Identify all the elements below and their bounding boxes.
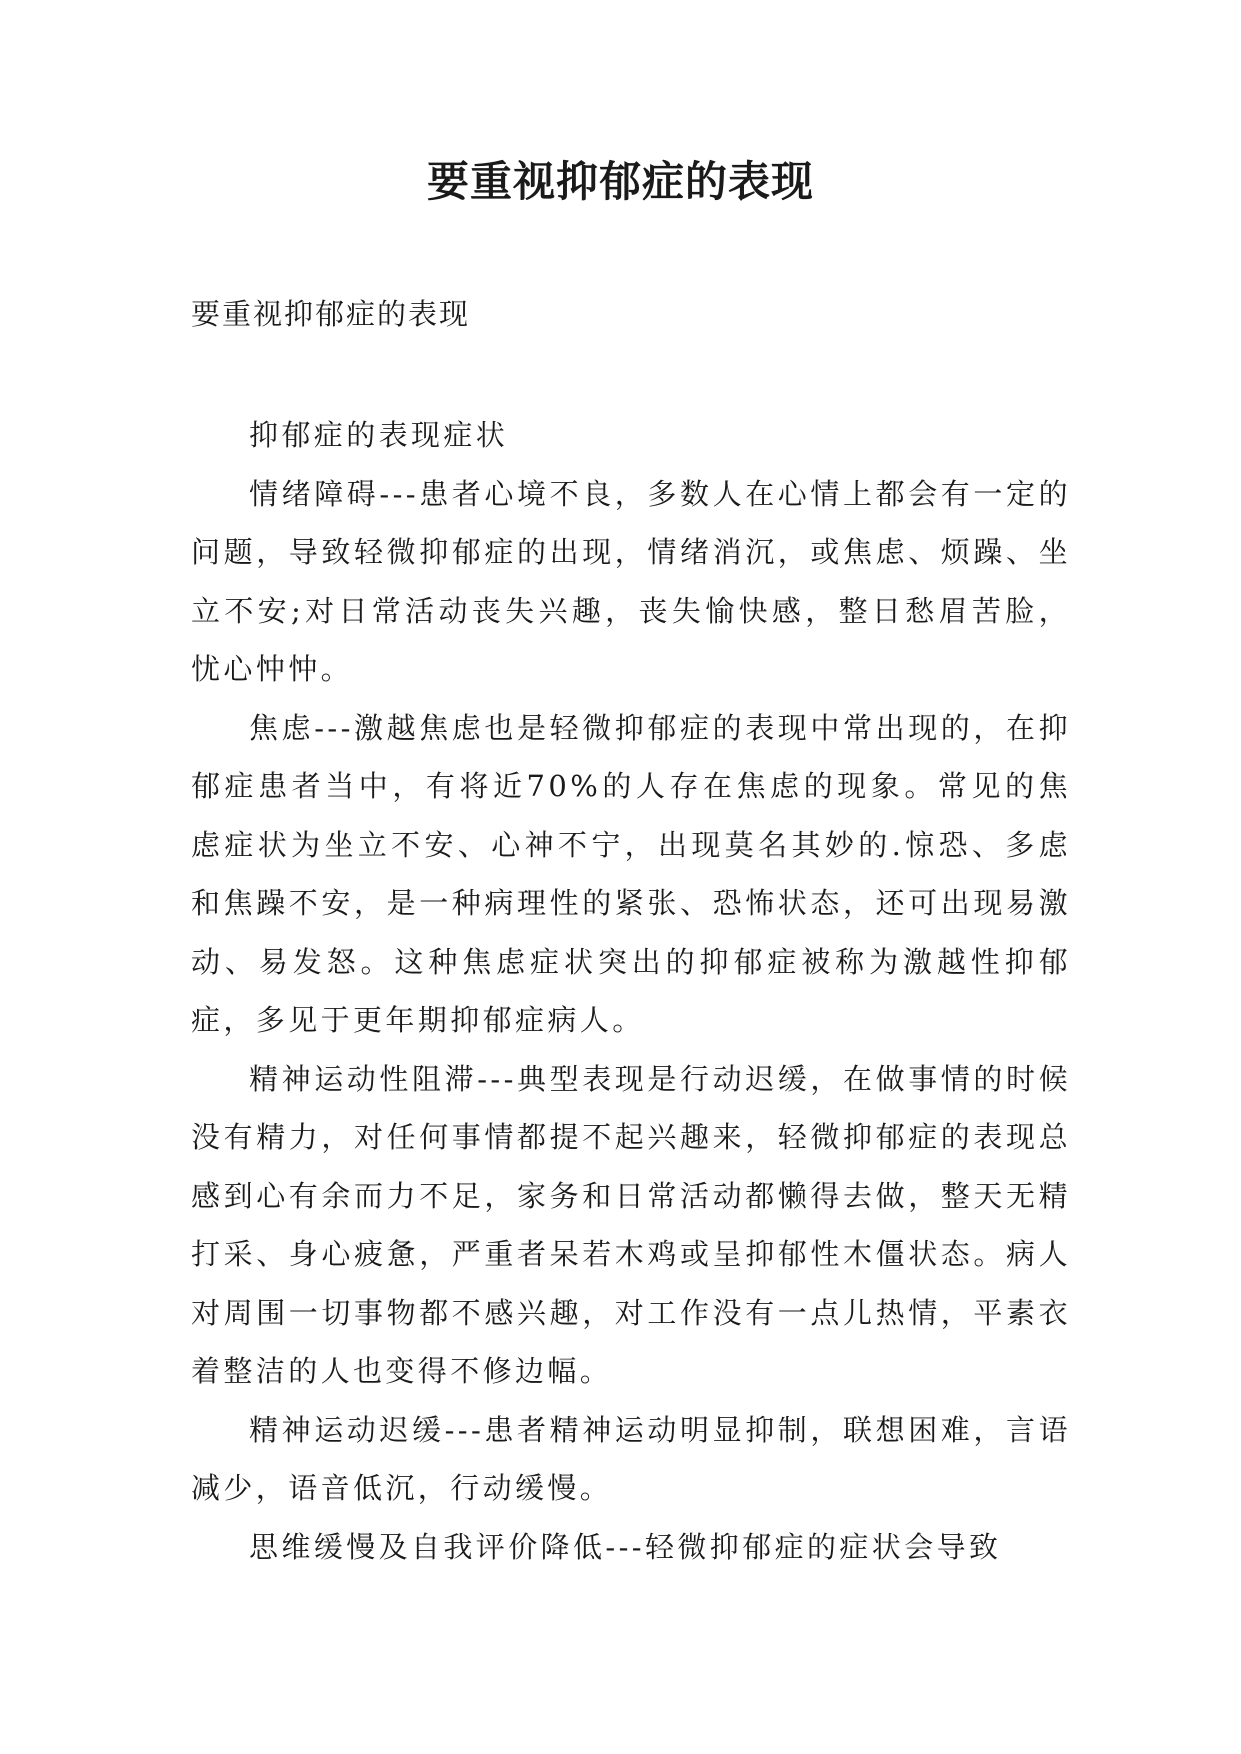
paragraph-anxiety: 焦虑---激越焦虑也是轻微抑郁症的表现中常出现的，在抑郁症患者当中，有将近70%的人存在焦虑的现象。常见的焦虑症状为坐立不安、心神不宁，出现莫名其妙的.惊恐、多虑和焦躁不安，是一种病理性的紧张、恐怖状态，还可出现易激动、易发怒。这种焦虑症状突出的抑郁症被称为激越性抑郁症，多见于更年期抑郁症病人。	[191, 710, 1071, 1037]
paragraph-psychomotor-slowness: 精神运动迟缓---患者精神运动明显抑制，联想困难，言语减少，语音低沉，行动缓慢。	[191, 1412, 1071, 1505]
paragraph-psychomotor-retardation: 精神运动性阻滞---典型表现是行动迟缓，在做事情的时候没有精力，对任何事情都提不起兴趣来，轻微抑郁症的表现总感到心有余而力不足，家务和日常活动都懒得去做，整天无精打采、身心疲惫，严重者呆若木鸡或呈抑郁性木僵状态。病人对周围一切事物都不感兴趣，对工作没有一点儿热情，平素衣着整洁的人也变得不修边幅。	[191, 1061, 1071, 1388]
document-body	[191, 406, 1071, 1576]
paragraph-emotional-disorder: 情绪障碍---患者心境不良，多数人在心情上都会有一定的问题，导致轻微抑郁症的出现，情绪消沉，或焦虑、烦躁、坐立不安;对日常活动丧失兴趣，丧失愉快感，整日愁眉苦脸，忧心忡忡。	[191, 476, 1071, 686]
paragraph-heading: 抑郁症的表现症状	[249, 418, 509, 452]
paragraph-slow-thinking: 思维缓慢及自我评价降低---轻微抑郁症的症状会导致	[249, 1529, 1002, 1564]
document-title: 要重视抑郁症的表现	[426, 157, 814, 206]
document-subtitle: 要重视抑郁症的表现	[191, 297, 471, 331]
